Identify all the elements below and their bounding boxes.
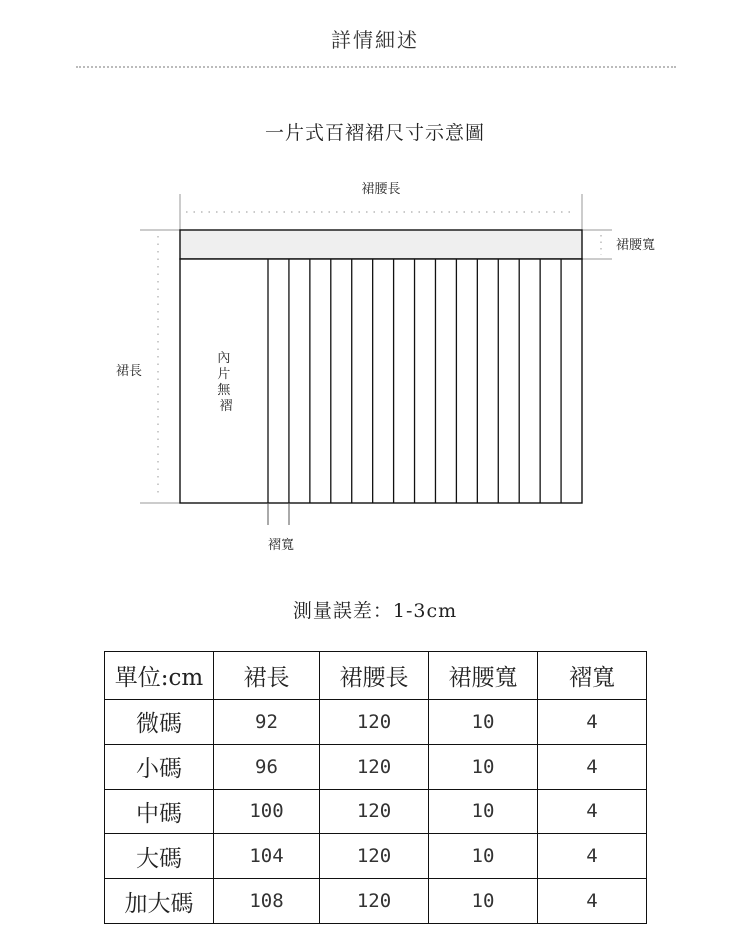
page-header-title: 詳情細述 xyxy=(331,28,419,52)
header-waist-length: 裙腰長 xyxy=(320,652,429,700)
waistband xyxy=(180,230,582,259)
measurement-tolerance: 測量誤差：1-3cm xyxy=(292,600,458,622)
skirt-body xyxy=(180,259,582,503)
waist-length-value: 120 xyxy=(320,879,429,924)
size-name: 大碼 xyxy=(105,834,214,879)
skirt-length-value: 104 xyxy=(214,834,320,879)
skirt-length-label: 裙長 xyxy=(115,364,143,379)
table-row xyxy=(105,834,647,879)
skirt-length-value: 108 xyxy=(214,879,320,924)
waist-length-label: 裙腰長 xyxy=(361,182,401,197)
skirt-diagram xyxy=(0,170,750,560)
header-waist-width: 裙腰寬 xyxy=(429,652,538,700)
waist-length-value: 120 xyxy=(320,700,429,745)
waist-width-value: 10 xyxy=(429,879,538,924)
waist-width-value: 10 xyxy=(429,700,538,745)
pleat-width-value: 4 xyxy=(538,879,647,924)
table-row xyxy=(105,789,647,834)
pleat-width-label: 褶寬 xyxy=(267,538,295,553)
table-row xyxy=(105,744,647,789)
table-header-row xyxy=(105,652,647,700)
size-name: 小碼 xyxy=(105,744,214,789)
header-unit: 單位:cm xyxy=(105,652,214,700)
pleat-width-value: 4 xyxy=(538,834,647,879)
table-row xyxy=(105,700,647,745)
pleat-width-value: 4 xyxy=(538,744,647,789)
size-name: 加大碼 xyxy=(105,879,214,924)
waist-width-label: 裙腰寬 xyxy=(616,238,656,253)
size-name: 微碼 xyxy=(105,700,214,745)
waist-width-value: 10 xyxy=(429,834,538,879)
size-table xyxy=(104,651,647,924)
table-row xyxy=(105,879,647,924)
diagram-title: 一片式百褶裙尺寸示意圖 xyxy=(264,122,485,144)
waist-length-value: 120 xyxy=(320,789,429,834)
pleat-width-value: 4 xyxy=(538,700,647,745)
waist-length-value: 120 xyxy=(320,744,429,789)
header-pleat-width: 褶寬 xyxy=(538,652,647,700)
waist-length-value: 120 xyxy=(320,834,429,879)
size-name: 中碼 xyxy=(105,789,214,834)
header-divider xyxy=(76,66,676,68)
waist-width-value: 10 xyxy=(429,744,538,789)
pleat-width-value: 4 xyxy=(538,789,647,834)
waist-width-value: 10 xyxy=(429,789,538,834)
skirt-length-value: 100 xyxy=(214,789,320,834)
inner-panel-label: 內 片 無 褶 xyxy=(217,351,233,414)
header-skirt-length: 裙長 xyxy=(214,652,320,700)
skirt-length-value: 96 xyxy=(214,744,320,789)
skirt-length-value: 92 xyxy=(214,700,320,745)
